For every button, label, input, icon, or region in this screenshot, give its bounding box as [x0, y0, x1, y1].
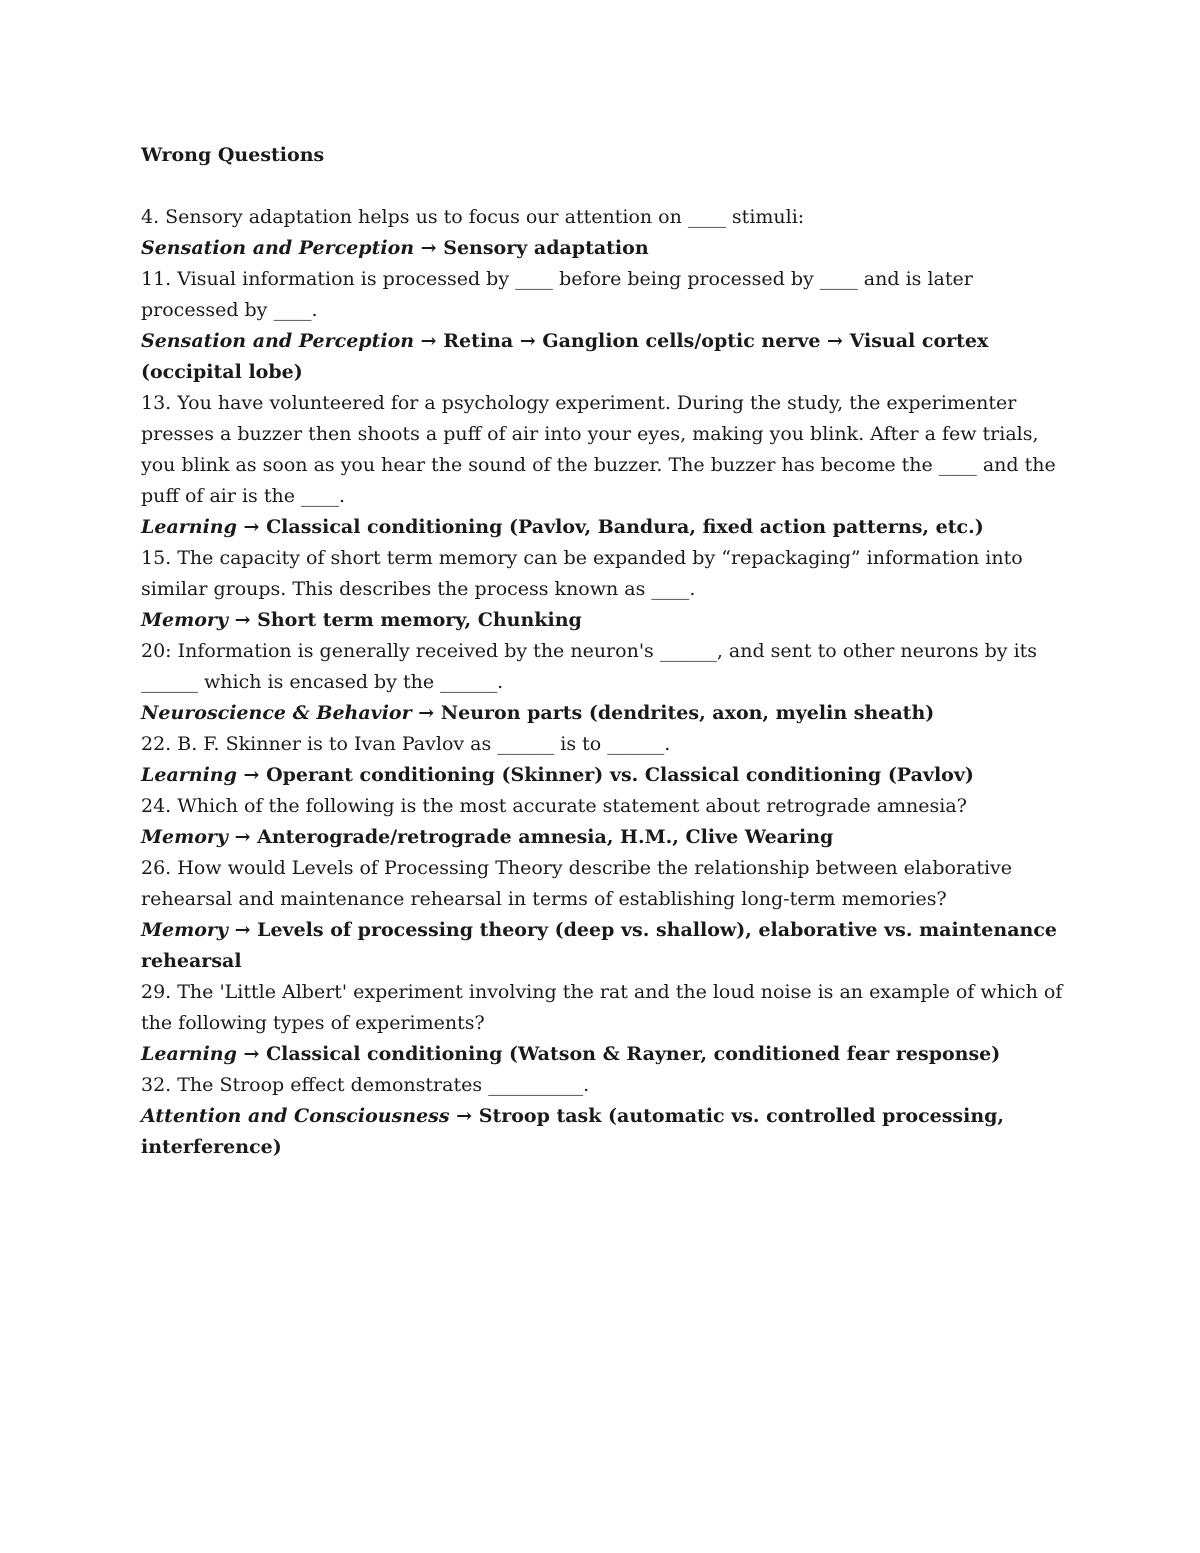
- topic-detail: Classical conditioning (Pavlov, Bandura, fixed action patterns, etc.): [266, 516, 984, 538]
- topic-line: [141, 1101, 1066, 1163]
- topic-line: [141, 512, 1066, 543]
- topic-category: Learning: [141, 764, 237, 786]
- topic-line: [141, 233, 1066, 264]
- topic-category: Memory: [141, 826, 228, 848]
- question-entry: [141, 729, 1066, 791]
- arrow-separator: →: [236, 1043, 267, 1065]
- topic-category: Memory: [141, 919, 228, 941]
- topic-category: Learning: [141, 1043, 237, 1065]
- question-entry: [141, 388, 1066, 543]
- question-entry: [141, 977, 1066, 1070]
- question-text: 15. The capacity of short term memory can be expanded by “repackaging” information into similar groups. This describes the process known as ____.: [141, 547, 1023, 600]
- topic-line: [141, 760, 1066, 791]
- arrow-separator: →: [411, 702, 441, 724]
- arrow-separator: →: [236, 764, 267, 786]
- arrow-separator: →: [414, 330, 444, 352]
- topic-line: [141, 822, 1066, 853]
- topic-line: [141, 605, 1066, 636]
- document-title: Wrong Questions: [141, 144, 325, 166]
- topic-category: Attention and Consciousness: [141, 1105, 450, 1127]
- question-entry: [141, 543, 1066, 636]
- question-entry: [141, 853, 1066, 977]
- question-text: 29. The 'Little Albert' experiment involving the rat and the loud noise is an example of which of the following types of experiments?: [141, 981, 1063, 1034]
- topic-detail: Operant conditioning (Skinner) vs. Classical conditioning (Pavlov): [266, 764, 974, 786]
- question-entry: [141, 791, 1066, 853]
- question-text: 4. Sensory adaptation helps us to focus our attention on ____ stimuli:: [141, 206, 805, 228]
- question-text: 11. Visual information is processed by ____ before being processed by ____ and is later processed by ____.: [141, 268, 973, 321]
- topic-line: [141, 1039, 1066, 1070]
- question-text: 32. The Stroop effect demonstrates __________.: [141, 1074, 590, 1096]
- arrow-separator: →: [227, 826, 258, 848]
- topic-category: Sensation and Perception: [141, 237, 415, 259]
- topic-detail: Retina → Ganglion cells/optic nerve → Visual cortex (occipital lobe): [141, 330, 989, 383]
- question-entry: [141, 202, 1066, 264]
- topic-category: Neuroscience & Behavior: [141, 702, 412, 724]
- topic-detail: Sensory adaptation: [443, 237, 649, 259]
- arrow-separator: →: [449, 1105, 479, 1127]
- topic-category: Sensation and Perception: [141, 330, 415, 352]
- question-entry: [141, 1070, 1066, 1163]
- topic-detail: Levels of processing theory (deep vs. shallow), elaborative vs. maintenance rehearsal: [141, 919, 1057, 972]
- question-entry: [141, 636, 1066, 729]
- topic-line: [141, 698, 1066, 729]
- question-text: 13. You have volunteered for a psychology experiment. During the study, the experimenter presses a buzzer then shoots a puff of air into your eyes, making you blink. After a few trials, you blink as soon as you hear the sound of the buzzer. The buzzer has become the ____ and the puff of air is the ____.: [141, 392, 1056, 507]
- topic-category: Memory: [141, 609, 228, 631]
- topic-detail: Anterograde/retrograde amnesia, H.M., Clive Wearing: [257, 826, 834, 848]
- question-text: 22. B. F. Skinner is to Ivan Pavlov as ______ is to ______.: [141, 733, 671, 755]
- question-text: 24. Which of the following is the most accurate statement about retrograde amnesia?: [141, 795, 967, 817]
- topic-line: [141, 915, 1066, 977]
- topic-detail: Short term memory, Chunking: [257, 609, 582, 631]
- question-entry: [141, 264, 1066, 388]
- topic-detail: Classical conditioning (Watson & Rayner, conditioned fear response): [266, 1043, 1001, 1065]
- topic-detail: Stroop task (automatic vs. controlled processing, interference): [141, 1105, 1005, 1158]
- question-text: 26. How would Levels of Processing Theory describe the relationship between elaborative rehearsal and maintenance rehearsal in terms of establishing long-term memories?: [141, 857, 1013, 910]
- arrow-separator: →: [227, 919, 258, 941]
- document-body: [141, 140, 1066, 1163]
- topic-detail: Neuron parts (dendrites, axon, myelin sheath): [440, 702, 935, 724]
- question-text: 20: Information is generally received by the neuron's ______, and sent to other neurons by its ______ which is encased by the ______.: [141, 640, 1038, 693]
- topic-line: [141, 326, 1066, 388]
- arrow-separator: →: [414, 237, 444, 259]
- topic-category: Learning: [141, 516, 237, 538]
- arrow-separator: →: [236, 516, 267, 538]
- arrow-separator: →: [227, 609, 258, 631]
